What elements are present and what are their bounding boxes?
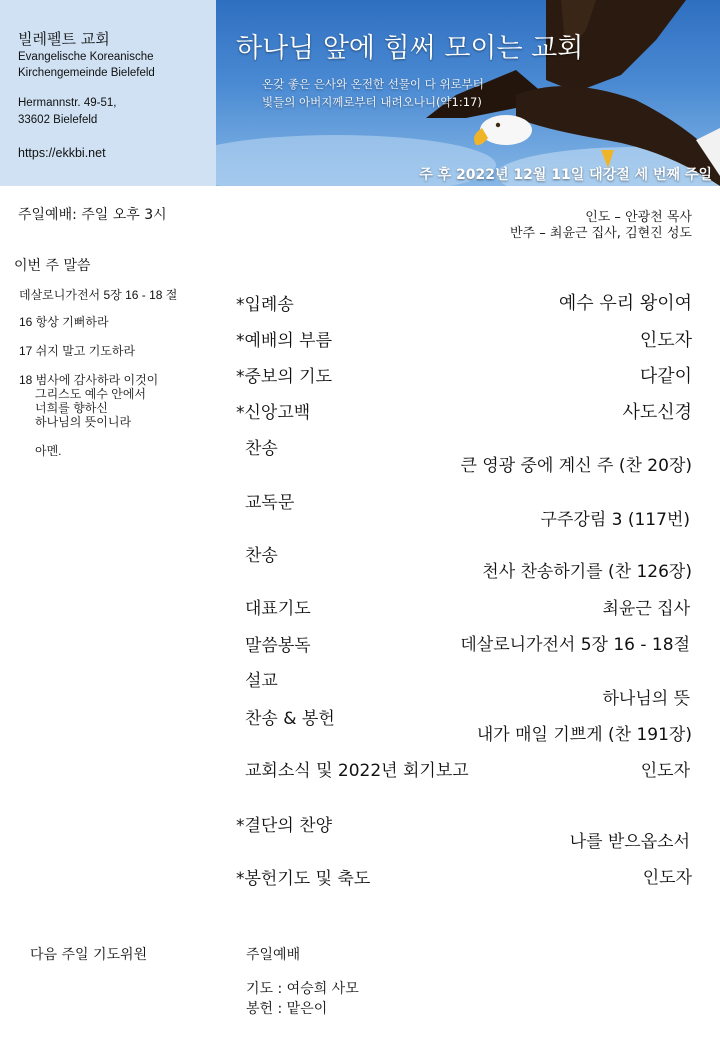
order-value: 최윤근 집사 xyxy=(602,599,690,619)
order-value: 내가 매일 기쁘게 (찬 191장) xyxy=(476,725,692,745)
scripture-verse-18-line4: 하나님의 뜻이니라 xyxy=(35,415,132,429)
next-week-service: 주일예배 xyxy=(246,947,301,963)
church-name-german-line1: Evangelische Koreanische xyxy=(18,51,154,63)
order-value: 데살로니가전서 5장 16 - 18절 xyxy=(460,635,690,655)
order-value: 인도자 xyxy=(639,330,692,351)
banner-verse-line1: 온갖 좋은 은사와 온전한 선물이 다 위로부터 xyxy=(262,77,484,91)
order-value: 다같이 xyxy=(639,366,692,387)
order-label: *봉헌기도 및 축도 xyxy=(236,869,371,889)
church-name: 빌레펠트 교회 xyxy=(18,30,110,48)
order-value: 사도신경 xyxy=(622,402,692,423)
order-label: *중보의 기도 xyxy=(236,367,333,387)
service-date: 주 후 2022년 12월 11일 대강절 세 번째 주일 xyxy=(419,167,712,183)
scripture-verse-16: 16 항상 기뻐하라 xyxy=(19,315,109,329)
order-value: 예수 우리 왕이여 xyxy=(558,293,692,314)
order-label: *입례송 xyxy=(236,295,294,315)
church-address-city: 33602 Bielefeld xyxy=(18,114,98,126)
order-label: 교독문 xyxy=(245,493,295,513)
order-label: 말씀봉독 xyxy=(245,636,311,656)
order-label: 찬송 xyxy=(245,546,278,566)
banner-title: 하나님 앞에 힘써 모이는 교회 xyxy=(236,33,584,64)
church-address-street: Hermannstr. 49-51, xyxy=(18,97,117,109)
order-value: 하나님의 뜻 xyxy=(602,689,690,709)
next-week-prayer: 기도 : 여승희 사모 xyxy=(246,981,359,997)
scripture-amen: 아멘. xyxy=(35,444,62,458)
order-label: 교회소식 및 2022년 회기보고 xyxy=(245,761,469,781)
scripture-verse-18-line1: 18 범사에 감사하라 이것이 xyxy=(19,373,159,387)
order-label: *예배의 부름 xyxy=(236,331,333,351)
next-week-offering: 봉헌 : 맡은이 xyxy=(246,1001,328,1017)
order-label: 대표기도 xyxy=(245,599,311,619)
order-value: 인도자 xyxy=(642,868,692,888)
order-value: 천사 찬송하기를 (찬 126장) xyxy=(482,562,692,582)
order-label: 찬송 xyxy=(245,439,278,459)
scripture-verse-17: 17 쉬지 말고 기도하라 xyxy=(19,344,136,358)
order-label: 설교 xyxy=(245,671,278,691)
service-accompanist: 반주 – 최윤근 집사, 김현진 성도 xyxy=(510,226,692,241)
scripture-heading: 이번 주 말씀 xyxy=(14,258,91,274)
order-label: 찬송 & 봉헌 xyxy=(245,709,335,729)
order-value: 인도자 xyxy=(640,761,690,781)
order-value: 큰 영광 중에 계신 주 (찬 20장) xyxy=(460,456,692,476)
church-info-panel xyxy=(0,0,216,186)
order-label: *결단의 찬양 xyxy=(236,816,333,836)
church-website-link[interactable]: https://ekkbi.net xyxy=(18,146,106,160)
church-name-german-line2: Kirchengemeinde Bielefeld xyxy=(18,67,155,79)
header-banner xyxy=(216,0,720,186)
service-leader: 인도 – 안광천 목사 xyxy=(585,210,692,225)
banner-verse-line2: 빛들의 아버지께로부터 내려오나니(약1:17) xyxy=(262,95,482,109)
order-value: 구주강림 3 (117번) xyxy=(540,510,690,530)
scripture-verse-18-line2: 그리스도 예수 안에서 xyxy=(35,387,146,401)
order-label: *신앙고백 xyxy=(236,403,311,423)
scripture-verse-18-line3: 너희를 향하신 xyxy=(35,401,108,415)
order-value: 나를 받으옵소서 xyxy=(569,832,690,852)
next-week-heading: 다음 주일 기도위원 xyxy=(30,947,148,963)
scripture-reference: 데살로니가전서 5장 16 - 18 절 xyxy=(19,288,178,302)
service-time: 주일예배: 주일 오후 3시 xyxy=(18,207,167,223)
